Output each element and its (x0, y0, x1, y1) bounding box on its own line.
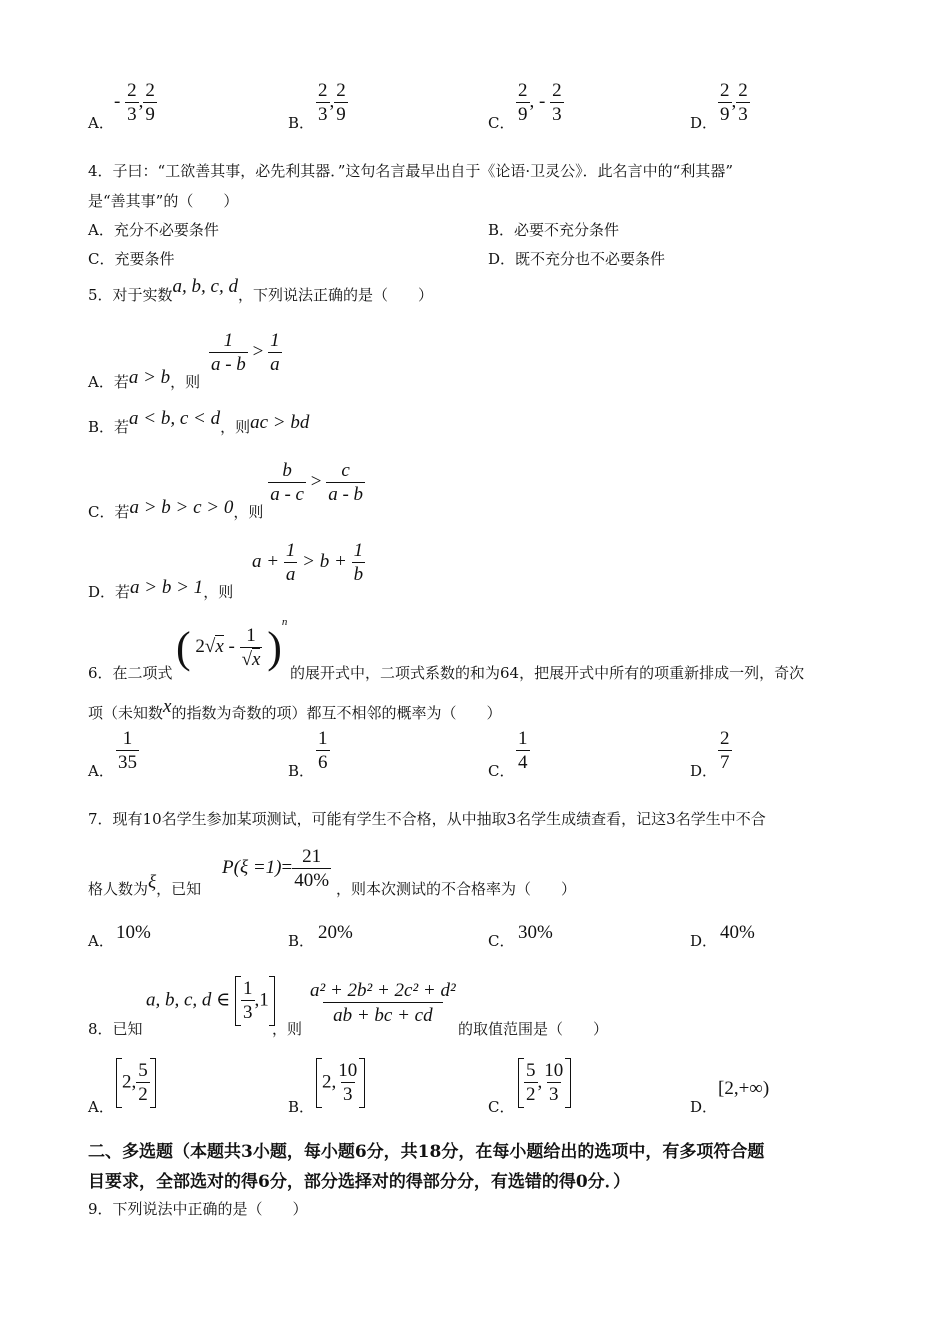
q6-stem-line2: 项（未知数x的指数为奇数的项）都互不相邻的概率为（ ） (88, 696, 502, 722)
fraction: $\frac{2}{9}$ (145, 80, 155, 125)
q6-option-c-fraction: $\frac{1}{4}$ (518, 728, 528, 773)
q8-option-a-label: A． (88, 1098, 114, 1116)
q8-option-a-interval: 2, $\frac{5}{2}$ (116, 1058, 156, 1108)
q6-option-b-label: B． (288, 762, 315, 780)
q7-option-a-label: A． (88, 932, 114, 950)
q4-option-b: B．必要不充分条件 (488, 221, 620, 239)
q4-option-a: A．充分不必要条件 (88, 221, 219, 239)
q8-stem-post: 的取值范围是（ ） (458, 1020, 609, 1038)
q7-probability: P(ξ =1)= $\frac{21}{40\%}$ (222, 846, 330, 891)
q7-option-b-label: B． (288, 932, 315, 950)
q3-option-d-label: D． (690, 114, 718, 132)
q6-binomial: ( 2√x - $\frac{1}{√x}$ )$^n$ (176, 616, 288, 672)
q6-option-d-label: D． (690, 762, 718, 780)
q6-stem-pre: 6．在二项式 (88, 664, 173, 682)
q7-option-d-value: 40% (720, 922, 755, 943)
section-2-heading-line2: 目要求，全部选对的得6分，部分选择对的得部分分，有选错的得0分．） (88, 1172, 631, 1192)
q4-stem-line1: 4．子曰：“工欲善其事，必先利其器．”这句名言最早出自于《论语·卫灵公》．此名言中的“利其器” (88, 162, 733, 180)
q7-stem-post: ，则本次测试的不合格率为（ ） (336, 880, 577, 898)
fraction: $\frac{2}{3}$ (127, 80, 137, 125)
q8-stem-pre: 8．已知 (88, 1020, 143, 1038)
q5-option-c: C．若a > b > c > 0，则 $\frac{b}{a - c}$ > $\frac{c}{a - b}$ (88, 460, 364, 521)
q4-option-d: D．既不充分也不必要条件 (488, 250, 666, 268)
q3-option-d-math: $\frac{2}{9}$ , $\frac{2}{3}$ (720, 80, 748, 125)
section-2-heading-line1: 二、多选题（本题共3小题，每小题6分，共18分，在每小题给出的选项中，有多项符合题 (88, 1142, 765, 1162)
q5-option-d: D．若a > b > 1，则 a + $\frac{1}{a}$ > b + $\frac{1}{b}$ (88, 540, 364, 601)
q8-expression: $\frac{\text{a² + 2b² + 2c² + d²}}{ab + bc + cd}$ (310, 980, 456, 1026)
q8-option-d-interval: [2,+∞) (718, 1078, 770, 1099)
q6-option-a-fraction: $\frac{1}{35}$ (118, 728, 137, 773)
q5-option-a: A．若a > b，则 $\frac{1}{a - b}$ > $\frac{1}{a}$ (88, 330, 280, 391)
q7-option-c-label: C． (488, 932, 515, 950)
q7-option-d-label: D． (690, 932, 718, 950)
q6-option-c-label: C． (488, 762, 515, 780)
q8-domain: a, b, c, d ∈ $\frac{1}{3}$ ,1 (146, 976, 275, 1026)
q7-option-b-value: 20% (318, 922, 353, 943)
q4-option-c: C．充要条件 (88, 250, 175, 268)
q8-option-b-interval: 2, $\frac{10}{3}$ (316, 1058, 365, 1108)
q8-option-c-interval: $\frac{5}{2}$ , $\frac{10}{3}$ (518, 1058, 571, 1108)
q7-stem-line2: 格人数为ξ，已知 (88, 872, 202, 898)
q6-option-a-label: A． (88, 762, 114, 780)
q7-option-c-value: 30% (518, 922, 553, 943)
q9-stem: 9．下列说法中正确的是（ ） (88, 1200, 308, 1218)
q3-option-c-math: $\frac{2}{9}$ , - $\frac{2}{3}$ (518, 80, 562, 125)
q5-stem: 5．对于实数a, b, c, d，下列说法正确的是（ ） (88, 276, 433, 304)
q4-stem-line2: 是“善其事”的（ ） (88, 192, 239, 210)
q8-stem-mid: ，则 (272, 1020, 303, 1038)
q3-option-c-label: C． (488, 114, 515, 132)
q8-option-b-label: B． (288, 1098, 315, 1116)
q7-stem-line1: 7．现有10名学生参加某项测试，可能有学生不合格，从中抽取3名学生成绩查看，记这3名学生中不合 (88, 810, 766, 828)
q6-option-d-fraction: $\frac{2}{7}$ (720, 728, 730, 773)
q3-option-b-label: B． (288, 114, 315, 132)
q6-stem-post: 的展开式中，二项式系数的和为64，把展开式中所有的项重新排成一列，奇次 (290, 664, 805, 682)
q3-option-a-math: - $\frac{2}{3}$ , $\frac{2}{9}$ (114, 80, 155, 125)
q6-option-b-fraction: $\frac{1}{6}$ (318, 728, 328, 773)
q8-option-c-label: C． (488, 1098, 515, 1116)
q8-option-d-label: D． (690, 1098, 718, 1116)
q7-option-a-value: 10% (116, 922, 151, 943)
q3-option-b-math: $\frac{2}{3}$ , $\frac{2}{9}$ (318, 80, 346, 125)
sign: - (114, 91, 121, 113)
q5-option-b: B．若a < b, c < d，则ac > bd (88, 408, 310, 436)
q3-option-a-label: A． (88, 114, 114, 132)
